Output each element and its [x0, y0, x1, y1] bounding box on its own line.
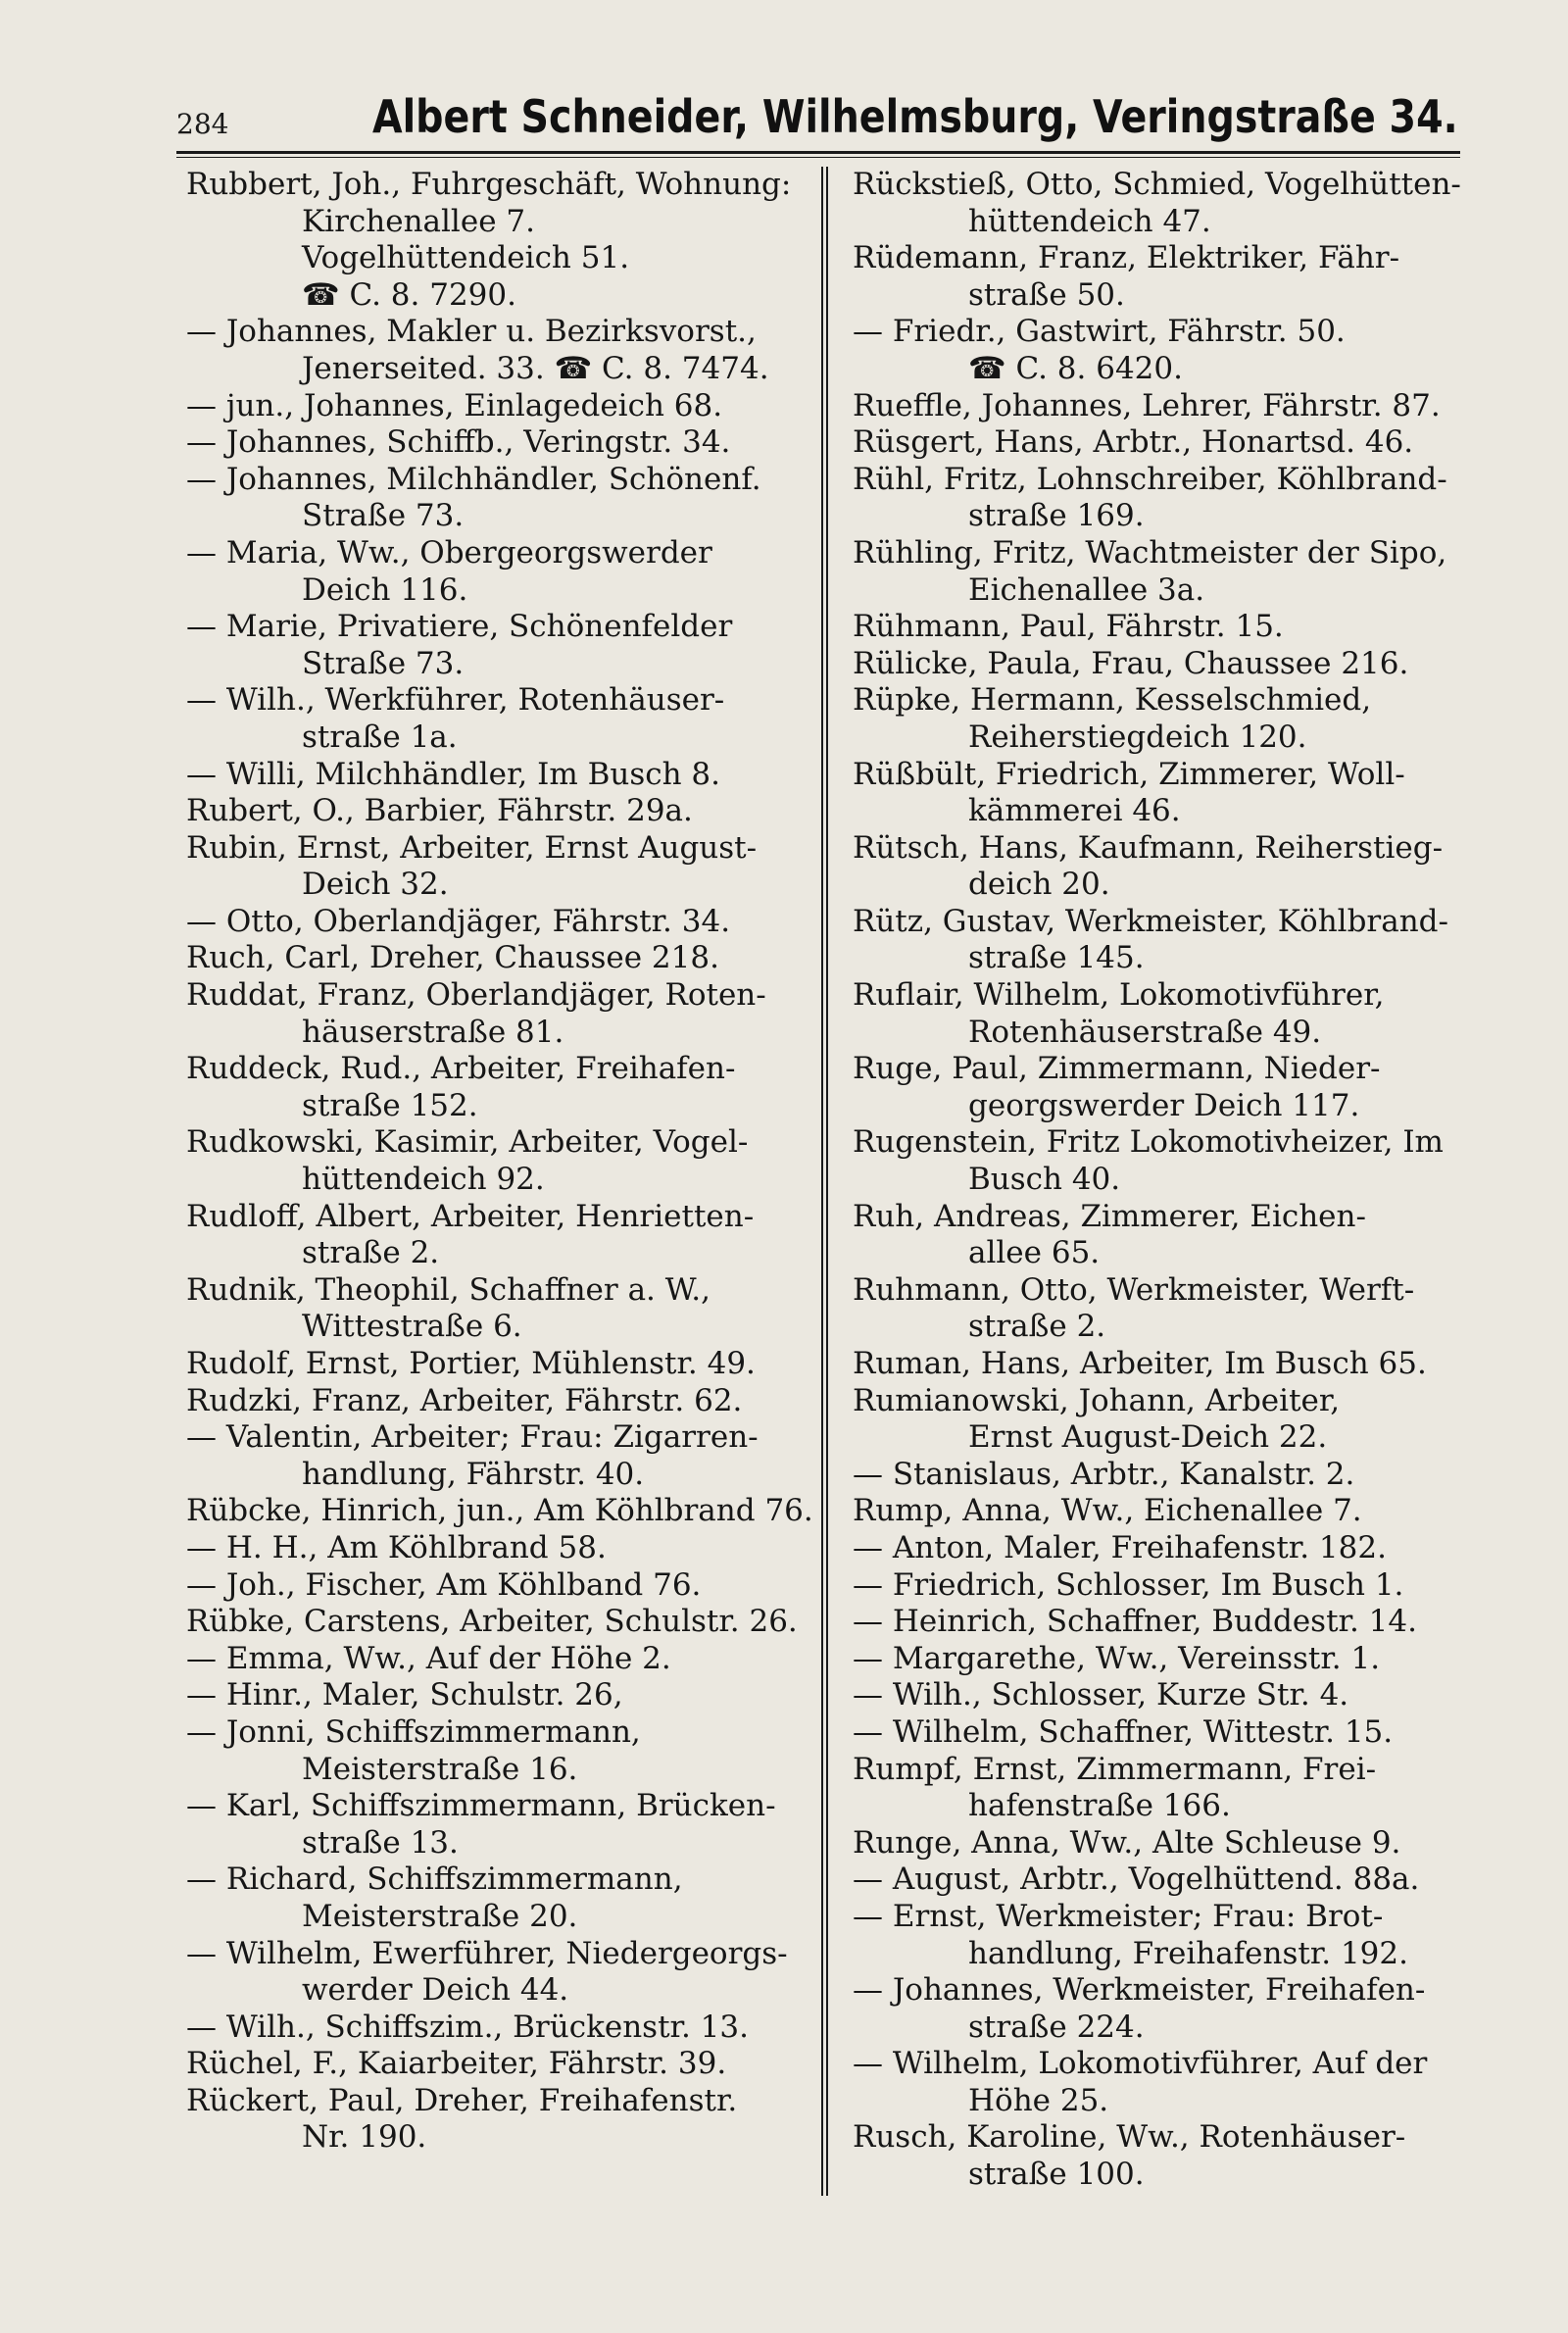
entry-continuation: häuserstraße 81. — [302, 1014, 564, 1050]
entry-continuation: straße 50. — [968, 276, 1125, 313]
entry-line: Rudloff, Albert, Arbeiter, Henrietten- — [186, 1198, 755, 1234]
entry-line: — Valentin, Arbeiter; Frau: Zigarren- — [186, 1419, 759, 1456]
entry-line: Ruflair, Wilhelm, Lokomotivführer, — [853, 977, 1385, 1014]
entry-line: — Wilh., Schiffszim., Brückenstr. 13. — [186, 2009, 749, 2045]
entry-line: Ruch, Carl, Dreher, Chaussee 218. — [186, 940, 719, 976]
entry-line: Ruman, Hans, Arbeiter, Im Busch 65. — [853, 1346, 1427, 1381]
entry-line: Rückstieß, Otto, Schmied, Vogelhütten- — [853, 167, 1461, 202]
entry-line: — Otto, Oberlandjäger, Fährstr. 34. — [186, 903, 731, 939]
entry-line: — Stanislaus, Arbtr., Kanalstr. 2. — [853, 1456, 1355, 1492]
entry-line: — Margarethe, Ww., Vereinsstr. 1. — [853, 1640, 1381, 1676]
entry-line: — Johannes, Makler u. Bezirksvorst., — [186, 314, 757, 350]
entry-continuation: straße 169. — [968, 498, 1145, 534]
directory-entry — [186, 904, 823, 941]
entry-continuation: ☎ C. 8. 7290. — [302, 276, 516, 313]
entry-line: Rüßbült, Friedrich, Zimmerer, Woll- — [853, 756, 1405, 792]
entry-line: — Hinr., Maler, Schulstr. 26, — [186, 1677, 623, 1713]
entry-line: — Friedr., Gastwirt, Fährstr. 50. — [853, 314, 1346, 350]
entry-line: Rumpf, Ernst, Zimmermann, Frei- — [853, 1751, 1377, 1787]
entry-continuation: Deich 116. — [302, 571, 468, 608]
entry-line: Rudnik, Theophil, Schaffner a. W., — [186, 1271, 710, 1308]
directory-entry — [186, 940, 823, 977]
directory-entry — [186, 1567, 823, 1605]
directory-entry — [186, 535, 823, 609]
directory-entry — [853, 1752, 1490, 1825]
directory-entry — [853, 1457, 1490, 1494]
entry-line: — Friedrich, Schlosser, Im Busch 1. — [853, 1566, 1404, 1603]
entry-continuation: Vogelhüttendeich 51. — [302, 240, 630, 276]
entry-line: — Maria, Ww., Obergeorgswerder — [186, 534, 712, 571]
entry-line: — Ernst, Werkmeister; Frau: Brot- — [853, 1898, 1384, 1934]
entry-continuation: Jenerseited. 33. ☎ C. 8. 7474. — [302, 350, 769, 386]
directory-entry — [186, 1714, 823, 1788]
directory-entry — [853, 1493, 1490, 1530]
entry-line: Rubin, Ernst, Arbeiter, Ernst August- — [186, 829, 758, 866]
entry-line: — Jonni, Schiffszimmermann, — [186, 1713, 641, 1750]
directory-entry — [853, 240, 1490, 314]
directory-entry — [853, 1641, 1490, 1678]
directory-entry — [186, 793, 823, 830]
directory-entry — [853, 1861, 1490, 1899]
entry-continuation: Wittestraße 6. — [302, 1309, 522, 1345]
entry-line: Rübke, Carstens, Arbeiter, Schulstr. 26. — [186, 1604, 798, 1640]
entry-continuation: georgswerder Deich 117. — [968, 1087, 1360, 1123]
entry-continuation: Eichenallee 3a. — [968, 571, 1205, 608]
entry-line: — Heinrich, Schaffner, Buddestr. 14. — [853, 1604, 1417, 1640]
directory-entry — [853, 1825, 1490, 1862]
directory-entry — [853, 1272, 1490, 1346]
directory-entry — [186, 1677, 823, 1714]
directory-entry — [853, 646, 1490, 683]
entry-continuation: straße 2. — [968, 1309, 1106, 1345]
entry-continuation: Deich 32. — [302, 867, 449, 903]
directory-entry — [186, 388, 823, 425]
directory-entry — [186, 1861, 823, 1935]
directory-entry — [186, 1199, 823, 1272]
directory-entry — [853, 462, 1490, 535]
entry-line: Ruddat, Franz, Oberlandjäger, Roten- — [186, 977, 766, 1014]
entry-line: Rudzki, Franz, Arbeiter, Fährstr. 62. — [186, 1382, 743, 1418]
entry-continuation: hüttendeich 92. — [302, 1162, 545, 1198]
directory-entry — [186, 167, 823, 314]
directory-entry — [853, 535, 1490, 609]
entry-continuation: handlung, Fährstr. 40. — [302, 1456, 645, 1492]
entry-line: — Wilhelm, Ewerführer, Niedergeorgs- — [186, 1935, 788, 1971]
entry-line: Rüdemann, Franz, Elektriker, Fähr- — [853, 240, 1400, 276]
entry-line: Rusch, Karoline, Ww., Rotenhäuser- — [853, 2119, 1406, 2156]
directory-entry — [853, 167, 1490, 240]
directory-entry — [186, 1493, 823, 1530]
page-header — [176, 90, 1460, 149]
entry-line: Ruh, Andreas, Zimmerer, Eichen- — [853, 1198, 1366, 1234]
entry-line: — Wilhelm, Schaffner, Wittestr. 15. — [853, 1713, 1394, 1750]
header-rule-thin — [176, 157, 1460, 158]
entry-line: Rülicke, Paula, Frau, Chaussee 216. — [853, 645, 1409, 681]
directory-entry — [186, 977, 823, 1051]
directory-entry — [853, 1567, 1490, 1605]
entry-line: Rühling, Fritz, Wachtmeister der Sipo, — [853, 534, 1447, 571]
entry-line: Rumianowski, Johann, Arbeiter, — [853, 1382, 1341, 1418]
entry-continuation: Nr. 190. — [302, 2119, 427, 2156]
directory-entry — [186, 1272, 823, 1346]
directory-entry — [186, 1936, 823, 2010]
entry-line: Rückert, Paul, Dreher, Freihafenstr. — [186, 2082, 738, 2118]
directory-entry — [186, 757, 823, 794]
entry-line: — jun., Johannes, Einlagedeich 68. — [186, 387, 723, 423]
directory-entry — [186, 682, 823, 756]
entry-line: — Marie, Privatiere, Schönenfelder — [186, 609, 733, 645]
directory-entry — [853, 314, 1490, 387]
entry-continuation: straße 100. — [968, 2157, 1145, 2193]
entry-line: Rüchel, F., Kaiarbeiter, Fährstr. 39. — [186, 2046, 727, 2082]
entry-line: — H. H., Am Köhlbrand 58. — [186, 1529, 607, 1565]
entry-line: Rugenstein, Fritz Lokomotivheizer, Im — [853, 1124, 1444, 1161]
entry-continuation: Meisterstraße 20. — [302, 1898, 578, 1934]
entry-line: Rüsgert, Hans, Arbtr., Honartsd. 46. — [853, 424, 1414, 461]
directory-entry — [186, 1051, 823, 1124]
entry-line: — Joh., Fischer, Am Köhlband 76. — [186, 1566, 702, 1603]
directory-entry — [853, 2119, 1490, 2193]
entry-continuation: straße 2. — [302, 1235, 440, 1271]
directory-entry — [186, 1124, 823, 1198]
directory-entry — [186, 1604, 823, 1641]
entry-line: — Wilh., Schlosser, Kurze Str. 4. — [853, 1677, 1349, 1713]
directory-entry — [186, 1530, 823, 1567]
directory-entry — [853, 424, 1490, 462]
entry-line: Runge, Anna, Ww., Alte Schleuse 9. — [853, 1824, 1401, 1861]
directory-entry — [853, 1714, 1490, 1752]
page-number: 284 — [176, 108, 229, 140]
right-column — [853, 167, 1490, 2194]
directory-entry — [186, 830, 823, 904]
entry-continuation: Kirchenallee 7. — [302, 203, 535, 239]
entry-continuation: Reiherstiegdeich 120. — [968, 719, 1307, 755]
entry-line: Rütz, Gustav, Werkmeister, Köhlbrand- — [853, 903, 1448, 939]
entry-line: — Wilh., Werkführer, Rotenhäuser- — [186, 682, 725, 719]
entry-line: — August, Arbtr., Vogelhüttend. 88a. — [853, 1861, 1420, 1898]
entry-continuation: straße 1a. — [302, 719, 458, 755]
entry-continuation: Meisterstraße 16. — [302, 1751, 578, 1787]
directory-entry — [853, 757, 1490, 830]
entry-line: — Anton, Maler, Freihafenstr. 182. — [853, 1529, 1387, 1565]
directory-entry — [186, 1788, 823, 1861]
directory-entry — [853, 1604, 1490, 1641]
entry-continuation: hüttendeich 47. — [968, 203, 1211, 239]
entry-line: — Johannes, Milchhändler, Schönenf. — [186, 461, 761, 497]
directory-entry — [853, 609, 1490, 646]
directory-entry — [186, 609, 823, 682]
left-column — [186, 167, 823, 2157]
directory-entry — [853, 1124, 1490, 1198]
entry-continuation: ☎ C. 8. 6420. — [968, 350, 1183, 386]
entry-continuation: allee 65. — [968, 1235, 1101, 1271]
directory-entry — [853, 904, 1490, 977]
entry-continuation: Rotenhäuserstraße 49. — [968, 1014, 1322, 1050]
directory-entry — [186, 2083, 823, 2157]
entry-line: Rühmann, Paul, Fährstr. 15. — [853, 609, 1284, 645]
entry-continuation: Straße 73. — [302, 645, 465, 681]
entry-line: Ruhmann, Otto, Werkmeister, Werft- — [853, 1271, 1415, 1308]
directory-entry — [853, 1972, 1490, 2046]
entry-line: — Richard, Schiffszimmermann, — [186, 1861, 683, 1898]
directory-entry — [853, 1899, 1490, 1972]
directory-entry — [853, 1199, 1490, 1272]
entry-continuation: Ernst August-Deich 22. — [968, 1419, 1328, 1456]
entry-line: Rühl, Fritz, Lohnschreiber, Köhlbrand- — [853, 461, 1447, 497]
page-title: Albert Schneider, Wilhelmsburg, Veringstraße 34. — [372, 90, 1458, 143]
entry-continuation: handlung, Freihafenstr. 192. — [968, 1935, 1408, 1971]
directory-entry — [186, 2010, 823, 2047]
directory-entry — [186, 462, 823, 535]
entry-continuation: deich 20. — [968, 867, 1110, 903]
entry-continuation: Höhe 25. — [968, 2082, 1109, 2118]
entry-line: — Wilhelm, Lokomotivführer, Auf der — [853, 2046, 1428, 2082]
entry-continuation: Straße 73. — [302, 498, 465, 534]
entry-line: Rump, Anna, Ww., Eichenallee 7. — [853, 1493, 1362, 1529]
directory-entry — [186, 1383, 823, 1420]
entry-line: — Karl, Schiffszimmermann, Brücken- — [186, 1788, 776, 1824]
directory-entry — [186, 1419, 823, 1493]
entry-line: — Emma, Ww., Auf der Höhe 2. — [186, 1640, 671, 1676]
entry-line: Rudolf, Ernst, Portier, Mühlenstr. 49. — [186, 1346, 756, 1381]
directory-entry — [186, 2046, 823, 2083]
directory-entry — [853, 2046, 1490, 2119]
directory-entry — [853, 830, 1490, 904]
directory-entry — [853, 388, 1490, 425]
entry-line: Rütsch, Hans, Kaufmann, Reiherstieg- — [853, 829, 1444, 866]
directory-entry — [853, 1677, 1490, 1714]
column-divider — [821, 167, 828, 2196]
directory-entry — [186, 1346, 823, 1383]
entry-line: Rübcke, Hinrich, jun., Am Köhlbrand 76. — [186, 1493, 813, 1529]
directory-entry — [186, 1641, 823, 1678]
directory-entry — [853, 1051, 1490, 1124]
entry-line: — Johannes, Werkmeister, Freihafen- — [853, 1972, 1426, 2009]
directory-entry — [853, 1530, 1490, 1567]
entry-continuation: straße 145. — [968, 940, 1145, 976]
entry-line: — Willi, Milchhändler, Im Busch 8. — [186, 756, 720, 792]
entry-line: Rubbert, Joh., Fuhrgeschäft, Wohnung: — [186, 167, 792, 202]
entry-line: Rueffle, Johannes, Lehrer, Fährstr. 87. — [853, 387, 1441, 423]
entry-continuation: straße 224. — [968, 2009, 1145, 2045]
entry-continuation: Busch 40. — [968, 1162, 1121, 1198]
entry-line: Ruddeck, Rud., Arbeiter, Freihafen- — [186, 1051, 736, 1087]
entry-continuation: straße 13. — [302, 1824, 459, 1861]
directory-entry — [853, 1383, 1490, 1457]
entry-line: Ruge, Paul, Zimmermann, Nieder- — [853, 1051, 1381, 1087]
entry-line: Rüpke, Hermann, Kesselschmied, — [853, 682, 1372, 719]
directory-entry — [186, 314, 823, 387]
header-rule — [176, 151, 1460, 154]
entry-line: — Johannes, Schiffb., Veringstr. 34. — [186, 424, 731, 461]
directory-entry — [853, 1346, 1490, 1383]
entry-continuation: kämmerei 46. — [968, 793, 1181, 829]
directory-entry — [853, 977, 1490, 1051]
entry-continuation: werder Deich 44. — [302, 1972, 569, 2009]
entry-line: Rubert, O., Barbier, Fährstr. 29a. — [186, 793, 693, 829]
entry-line: Rudkowski, Kasimir, Arbeiter, Vogel- — [186, 1124, 749, 1161]
directory-entry — [853, 682, 1490, 756]
entry-continuation: hafenstraße 166. — [968, 1788, 1231, 1824]
entry-continuation: straße 152. — [302, 1087, 478, 1123]
directory-entry — [186, 424, 823, 462]
